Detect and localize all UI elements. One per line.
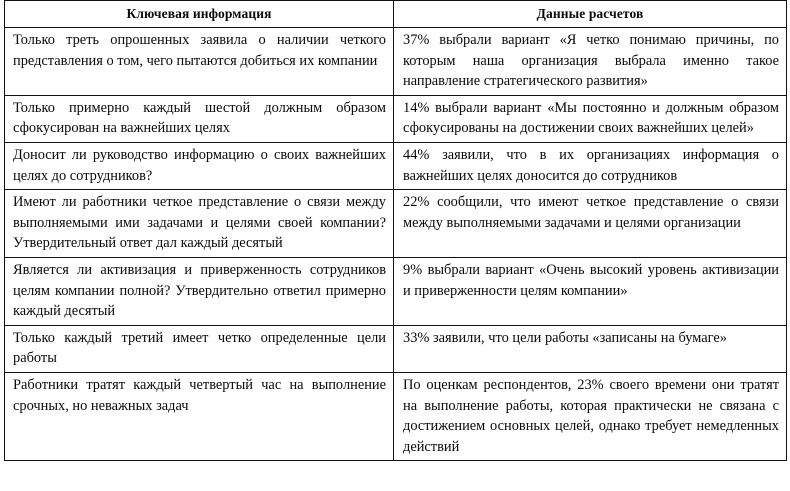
table-row	[5, 95, 787, 142]
cell-calculation-data: 44% заявили, что в их организациях информация о важнейших целях доносится до сотрудников	[394, 142, 787, 189]
cell-key-information: Только каждый третий имеет четко определенные цели работы	[5, 325, 394, 372]
table-header-row	[5, 1, 787, 28]
table-header	[5, 1, 787, 28]
cell-calculation-data: По оценкам респондентов, 23% своего времени они тратят на выполнение работы, которая практически не связана с достижением основных целей, однако требует немедленных действий	[394, 372, 787, 460]
cell-calculation-data: 9% выбрали вариант «Очень высокий уровень активизации и приверженности целям компании»	[394, 257, 787, 325]
table-row	[5, 372, 787, 460]
cell-key-information: Является ли активизация и приверженность сотрудников целям компании полной? Утвердительно ответил примерно каждый десятый	[5, 257, 394, 325]
table-row	[5, 28, 787, 96]
key-information-table	[4, 0, 787, 461]
cell-key-information: Работники тратят каждый четвертый час на выполнение срочных, но неважных задач	[5, 372, 394, 460]
cell-calculation-data: 14% выбрали вариант «Мы постоянно и должным образом сфокусированы на достижении своих важнейших целей»	[394, 95, 787, 142]
table-row	[5, 325, 787, 372]
cell-key-information: Доносит ли руководство информацию о своих важнейших целях до сотрудников?	[5, 142, 394, 189]
cell-calculation-data: 33% заявили, что цели работы «записаны на бумаге»	[394, 325, 787, 372]
table-body	[5, 28, 787, 461]
cell-calculation-data: 22% сообщили, что имеют четкое представление о связи между выполняемыми задачами и целями организации	[394, 190, 787, 258]
column-header-key-information: Ключевая информация	[5, 1, 394, 28]
column-header-calculation-data: Данные расчетов	[394, 1, 787, 28]
cell-key-information: Только примерно каждый шестой должным образом сфокусирован на важнейших целях	[5, 95, 394, 142]
cell-key-information: Только треть опрошенных заявила о наличии четкого представления о том, чего пытаются добиться их компании	[5, 28, 394, 96]
cell-key-information: Имеют ли работники четкое представление о связи между выполняемыми ими задачами и целями своей компании? Утвердительный ответ дал каждый десятый	[5, 190, 394, 258]
table-row	[5, 190, 787, 258]
table-row	[5, 257, 787, 325]
cell-calculation-data: 37% выбрали вариант «Я четко понимаю причины, по которым наша организация выбрала именно такое направление стратегического развития»	[394, 28, 787, 96]
table-row	[5, 142, 787, 189]
